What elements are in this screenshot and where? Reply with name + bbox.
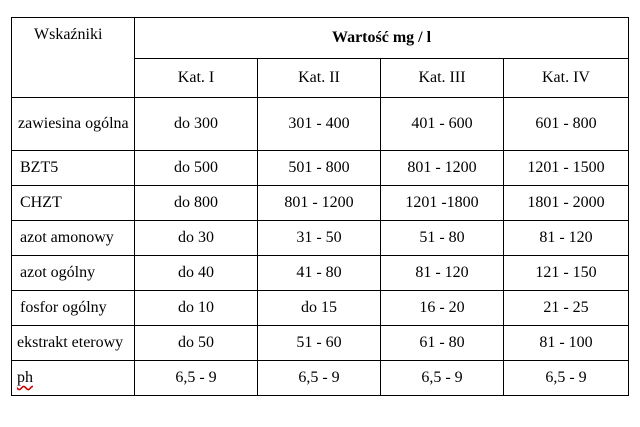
header-value-title: Wartość mg / l (135, 18, 629, 59)
row-label-cell (12, 361, 135, 396)
table-row (12, 221, 629, 256)
table-row (12, 151, 629, 186)
table-cell: do 15 (258, 291, 381, 326)
table-cell: 801 - 1200 (381, 151, 504, 186)
table-cell: 6,5 - 9 (258, 361, 381, 396)
table-cell: 1201 - 1500 (504, 151, 629, 186)
table-cell: do 40 (135, 256, 258, 291)
table-cell: do 30 (135, 221, 258, 256)
row-label: zawiesina ogólna (12, 98, 135, 151)
row-label: CHZT (12, 186, 135, 221)
category-header: Kat. I (135, 59, 258, 98)
category-header: Kat. IV (504, 59, 629, 98)
table-cell: 16 - 20 (381, 291, 504, 326)
category-header: Kat. III (381, 59, 504, 98)
table-row (12, 256, 629, 291)
row-label: BZT5 (12, 151, 135, 186)
table-cell: 801 - 1200 (258, 186, 381, 221)
table-cell: do 10 (135, 291, 258, 326)
table-cell: do 50 (135, 326, 258, 361)
table-cell: 6,5 - 9 (381, 361, 504, 396)
table-row (12, 98, 629, 151)
row-label: azot amonowy (12, 221, 135, 256)
table-cell: 61 - 80 (381, 326, 504, 361)
table-cell: 41 - 80 (258, 256, 381, 291)
table-cell: 6,5 - 9 (135, 361, 258, 396)
table-cell: do 800 (135, 186, 258, 221)
header-row (12, 18, 629, 59)
header-indicators-cell (12, 18, 135, 98)
row-label: ph (17, 369, 33, 386)
table-cell: 81 - 100 (504, 326, 629, 361)
row-label: azot ogólny (12, 256, 135, 291)
table-cell: 6,5 - 9 (504, 361, 629, 396)
row-label: fosfor ogólny (12, 291, 135, 326)
table-cell: 1801 - 2000 (504, 186, 629, 221)
document-page (11, 17, 629, 396)
table-cell: 1201 -1800 (381, 186, 504, 221)
table-cell: 81 - 120 (381, 256, 504, 291)
pollutant-indicators-table (11, 17, 629, 396)
category-header: Kat. II (258, 59, 381, 98)
header-indicators-label: Wskaźniki (34, 26, 103, 43)
table-cell: do 500 (135, 151, 258, 186)
table-row (12, 326, 629, 361)
table-row (12, 291, 629, 326)
table-cell: 601 - 800 (504, 98, 629, 151)
table-row (12, 186, 629, 221)
table-cell: do 300 (135, 98, 258, 151)
row-label: ekstrakt eterowy (12, 326, 135, 361)
table-cell: 51 - 80 (381, 221, 504, 256)
table-cell: 21 - 25 (504, 291, 629, 326)
table-cell: 81 - 120 (504, 221, 629, 256)
table-cell: 501 - 800 (258, 151, 381, 186)
table-cell: 31 - 50 (258, 221, 381, 256)
table-cell: 401 - 600 (381, 98, 504, 151)
table-cell: 121 - 150 (504, 256, 629, 291)
table-row (12, 361, 629, 396)
table-cell: 51 - 60 (258, 326, 381, 361)
table-cell: 301 - 400 (258, 98, 381, 151)
